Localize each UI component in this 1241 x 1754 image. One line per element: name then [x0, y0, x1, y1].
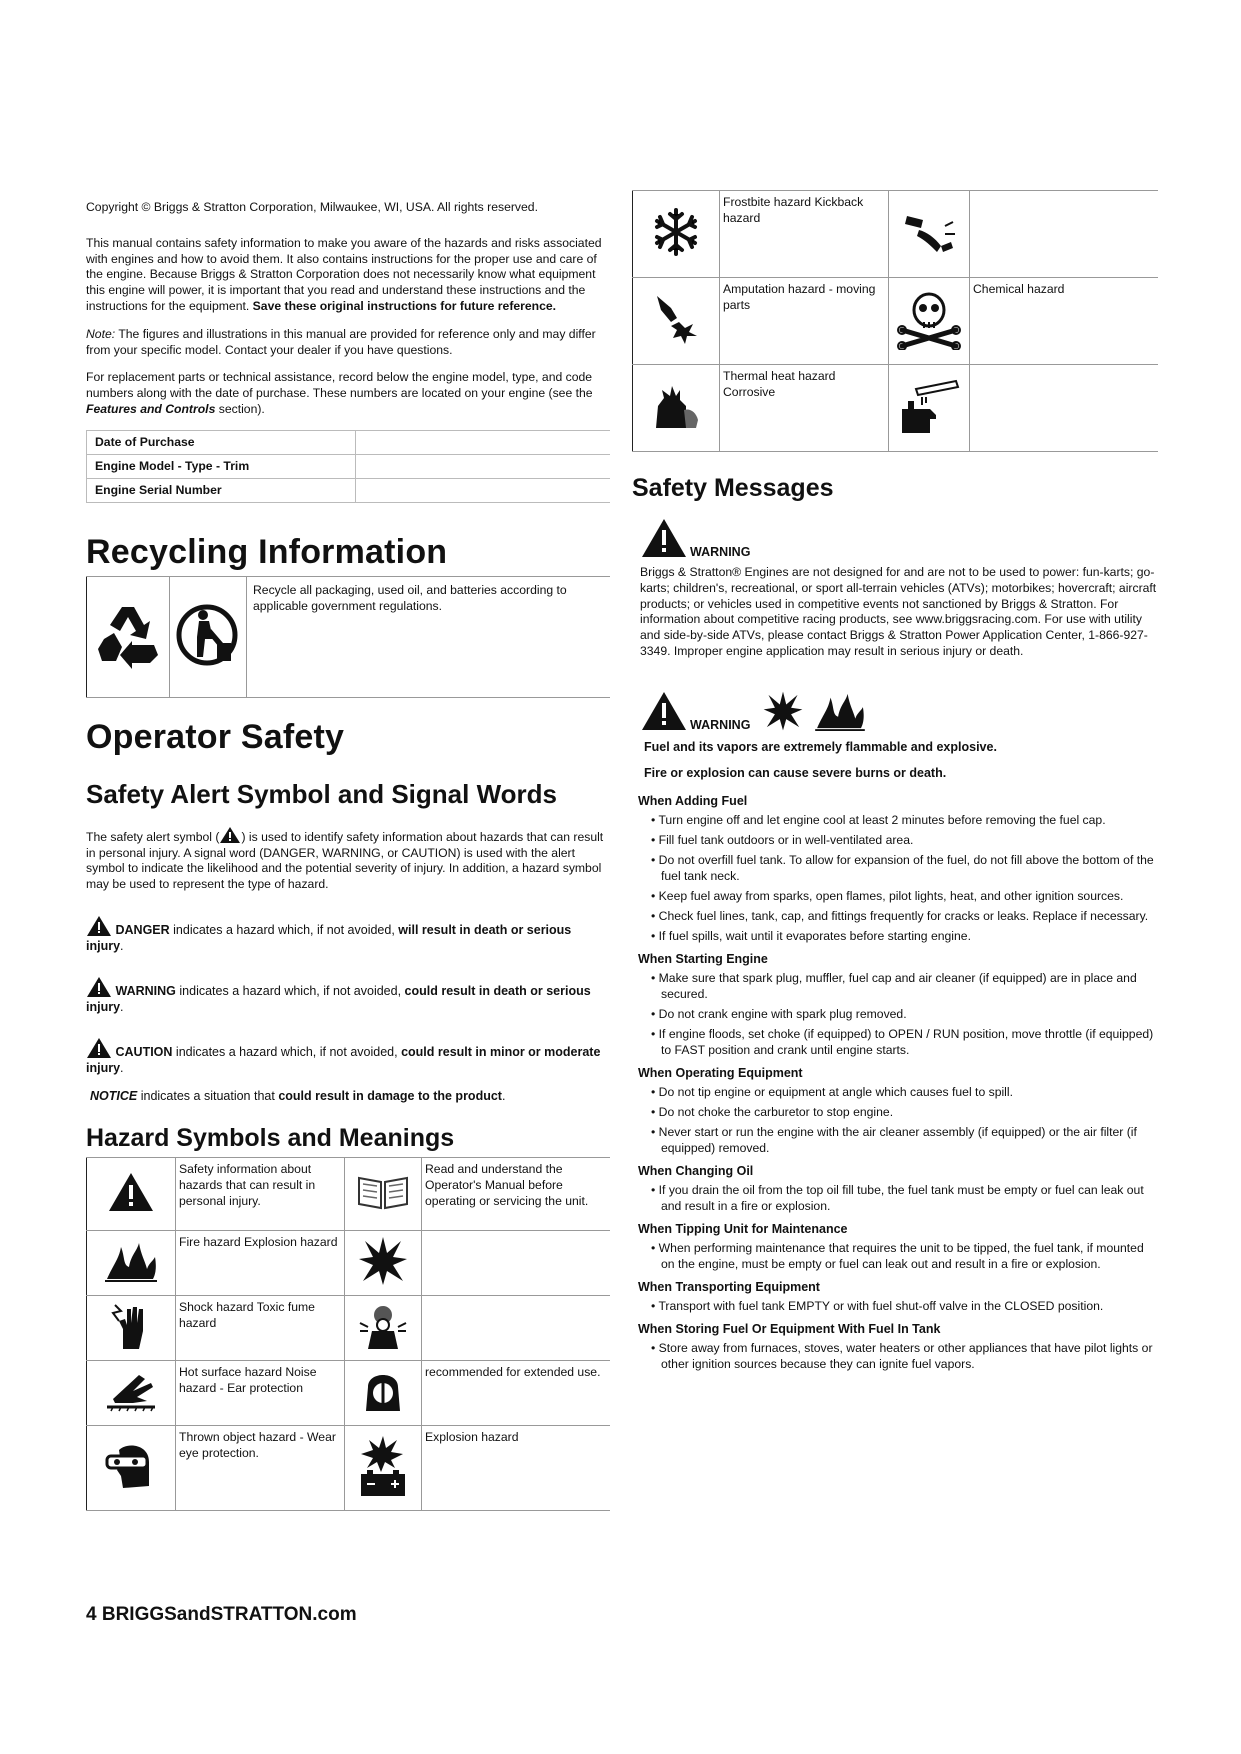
period: . [120, 938, 124, 953]
eye-protection-icon [87, 1425, 176, 1510]
dispose-properly-icon [170, 576, 247, 697]
list-item: • When performing maintenance that requires the unit to be tipped, the fuel tank, if mounted on the engine, must be empty or fuel can leak out and result in a fire or explosion. [638, 1240, 1158, 1272]
caution-word: CAUTION [115, 1044, 173, 1059]
hazard-meaning: recommended for extended use. [422, 1360, 611, 1425]
intro-paragraph [86, 236, 610, 315]
period: . [501, 1088, 506, 1103]
hazard-symbols-heading: Hazard Symbols and Meanings [86, 1123, 455, 1152]
hazard-meaning: Hot surface hazard Noise hazard - Ear protection [176, 1360, 345, 1425]
hazard-meaning: Thermal heat hazard Corrosive [720, 365, 889, 452]
table-row [87, 1157, 611, 1230]
note-text: The figures and illustrations in this manual are provided for reference only and may differ from your specific model. Contact your dealer if you have questions. [86, 326, 596, 357]
hazard-meaning: Frostbite hazard Kickback hazard [720, 191, 889, 278]
warning-triangle-icon [640, 517, 688, 559]
record-label: Date of Purchase [87, 430, 356, 454]
danger-bold: will result in death or serious injury [86, 922, 572, 953]
safety-messages-heading: Safety Messages [632, 474, 834, 502]
warning-block-1 [632, 517, 1158, 660]
signal-words-heading: Safety Alert Symbol and Signal Words [86, 778, 557, 809]
record-value-field[interactable] [356, 478, 611, 502]
table-row [87, 1230, 611, 1295]
recycle-icon [87, 576, 170, 697]
warning-triangle-icon [640, 690, 688, 732]
period: . [120, 999, 124, 1014]
instruction-list [638, 1298, 1158, 1314]
note-paragraph [86, 327, 610, 359]
notice-text: indicates a situation that [140, 1088, 275, 1103]
group-title: When Operating Equipment [638, 1065, 803, 1080]
table-row [87, 1360, 611, 1425]
recycling-text: Recycle all packaging, used oil, and batteries according to applicable government regulations. [247, 576, 611, 697]
instruction-list [638, 1340, 1158, 1372]
warning-bold: could result in death or serious injury [86, 983, 591, 1014]
period: . [120, 1060, 124, 1075]
group-title: When Storing Fuel Or Equipment With Fuel In Tank [638, 1321, 941, 1336]
corrosive-icon [889, 365, 970, 452]
notice-bold: could result in damage to the product [278, 1088, 502, 1103]
copyright: Copyright © Briggs & Stratton Corporation, Milwaukee, WI, USA. All rights reserved. [86, 200, 538, 214]
record-value-field[interactable] [356, 454, 611, 478]
list-item: • Make sure that spark plug, muffler, fuel cap and air cleaner (if equipped) are in place and secured. [638, 970, 1158, 1002]
list-item: • Check fuel lines, tank, cap, and fittings frequently for cracks or leaks. Replace if necessary. [638, 908, 1158, 924]
table-row [633, 278, 1159, 365]
record-value-field[interactable] [356, 430, 611, 454]
manual-book-icon [345, 1157, 422, 1230]
record-label: Engine Model - Type - Trim [87, 454, 356, 478]
safety-alert-icon [87, 1157, 176, 1230]
danger-text: indicates a hazard which, if not avoided, [173, 922, 395, 937]
alert-triangle-icon [86, 915, 112, 937]
fuel-warning-1: Fuel and its vapors are extremely flammable and explosive. [644, 739, 997, 754]
group-title: When Starting Engine [638, 951, 768, 966]
fuel-warning-2: Fire or explosion can cause severe burns or death. [644, 765, 947, 780]
ear-protection-icon [345, 1360, 422, 1425]
frostbite-icon [633, 191, 720, 278]
danger-definition [86, 915, 610, 954]
record-text: For replacement parts or technical assistance, record below the engine model, type, and code numbers along with the date of purchase. These numbers are located on your engine (see the [86, 370, 593, 401]
list-item: • If you drain the oil from the top oil fill tube, the fuel tank must be empty or fuel can leak out and result in a fire or explosion. [638, 1182, 1158, 1214]
alert-triangle-icon [86, 1037, 112, 1059]
kickback-icon [889, 191, 970, 278]
notice-word: NOTICE [90, 1088, 138, 1103]
alert-symbol-paragraph [86, 826, 610, 893]
hazard-meaning: Read and understand the Operator's Manual before operating or servicing the unit. [422, 1157, 611, 1230]
hazard-meaning: Fire hazard Explosion hazard [176, 1230, 345, 1295]
group-title: When Adding Fuel [638, 793, 748, 808]
alert-triangle-icon [219, 826, 241, 844]
explosion-icon [345, 1230, 422, 1295]
list-item: • Do not crank engine with spark plug removed. [638, 1006, 1158, 1022]
toxic-fume-icon [345, 1295, 422, 1360]
list-item: • Keep fuel away from sparks, open flames, pilot lights, heat, and other ignition sources. [638, 888, 1158, 904]
group-title: When Transporting Equipment [638, 1279, 820, 1294]
list-item: • Turn engine off and let engine cool at least 2 minutes before removing the fuel cap. [638, 812, 1158, 828]
amputation-icon [633, 278, 720, 365]
record-paragraph [86, 370, 610, 417]
chemical-skull-icon [889, 278, 970, 365]
hazard-symbols-table [86, 1157, 610, 1511]
table-row [633, 365, 1159, 452]
record-label: Engine Serial Number [87, 478, 356, 502]
list-item: • Do not tip engine or equipment at angle which causes fuel to spill. [638, 1084, 1158, 1100]
safety-instructions [632, 794, 1158, 1372]
warning-label: WARNING [690, 717, 751, 732]
notice-definition [86, 1088, 610, 1104]
table-row [87, 478, 611, 502]
left-column [86, 200, 610, 1511]
hazard-meaning: Chemical hazard [970, 278, 1159, 365]
intro-bold: Save these original instructions for future reference. [252, 298, 557, 313]
explosion-icon [762, 690, 804, 732]
list-item: • Do not overfill fuel tank. To allow for expansion of the fuel, do not fill above the bottom of the fuel tank neck. [638, 852, 1158, 884]
table-row [633, 191, 1159, 278]
hazard-meaning: Amputation hazard - moving parts [720, 278, 889, 365]
operator-safety-heading: Operator Safety [86, 717, 345, 756]
list-item: • If fuel spills, wait until it evaporates before starting engine. [638, 928, 1158, 944]
alert-text-b: ) is used to identify safety information about hazards that can result in personal injury. A signal word (DANGER, WARNING, or CAUTION) is used with the alert symbol to indicate the likelihood and the potential severity of injury. In addition, a hazard symbol may be used to represent the type of hazard. [86, 829, 604, 892]
warning-definition [86, 976, 610, 1015]
hazard-meaning [970, 191, 1159, 278]
hazard-meaning [422, 1295, 611, 1360]
hazard-symbols-table-continued [632, 190, 1158, 452]
hazard-meaning [970, 365, 1159, 452]
fire-icon [810, 690, 870, 732]
list-item: • Fill fuel tank outdoors or in well-ventilated area. [638, 832, 1158, 848]
record-text-end: section). [218, 401, 265, 416]
right-column [632, 190, 1158, 1380]
battery-explosion-icon [345, 1425, 422, 1510]
list-item: • Never start or run the engine with the air cleaner assembly (if equipped) or the air filter (if equipped) removed. [638, 1124, 1158, 1156]
hazard-meaning: Thrown object hazard - Wear eye protection. [176, 1425, 345, 1510]
warning-text: indicates a hazard which, if not avoided, [179, 983, 402, 998]
instruction-list [638, 970, 1158, 1058]
warning-text: Briggs & Stratton® Engines are not designed for and are not to be used to power: fun-karts; go-karts; children's, recreational, or sport all-terrain vehicles (ATVs); motorbikes; hovercraft; aircraft products; or vehicles used in competitive events not sanctioned by Briggs & Stratton. For information about competitive racing products, see www.briggsracing.com. For use with utility and side-by-side ATVs, please contact Briggs & Stratton Power Application Center, 1-866-927-3349. Improper engine application may result in serious injury or death. [640, 565, 1157, 658]
instruction-list [638, 1182, 1158, 1214]
list-item: • Store away from furnaces, stoves, water heaters or other appliances that have pilot lights or other ignition sources because they can ignite fuel vapors. [638, 1340, 1158, 1372]
shock-icon [87, 1295, 176, 1360]
intro-text: This manual contains safety information to make you aware of the hazards and risks associated with engines and how to avoid them. It also contains instructions for the proper use and care of the engine. Because Briggs & Stratton Corporation does not necessarily know what equipment this engine will power, it is important that you read and understand these instructions and the instructions for the equipment. [86, 235, 602, 313]
group-title: When Tipping Unit for Maintenance [638, 1221, 848, 1236]
warning-label: WARNING [690, 545, 751, 559]
thermal-heat-icon [633, 365, 720, 452]
table-row [87, 1295, 611, 1360]
warning-word: WARNING [115, 983, 176, 998]
note-label: Note: [86, 326, 116, 341]
record-table [86, 430, 610, 503]
table-row [87, 430, 611, 454]
hazard-meaning: Shock hazard Toxic fume hazard [176, 1295, 345, 1360]
danger-word: DANGER [115, 922, 170, 937]
hazard-meaning: Explosion hazard [422, 1425, 611, 1510]
instruction-list [638, 1084, 1158, 1156]
caution-definition [86, 1037, 610, 1076]
instruction-list [638, 812, 1158, 944]
list-item: • If engine floods, set choke (if equipped) to OPEN / RUN position, move throttle (if equipped) to FAST position and crank until engine starts. [638, 1026, 1158, 1058]
caution-text: indicates a hazard which, if not avoided, [175, 1044, 398, 1059]
recycling-table [86, 576, 610, 698]
list-item: • Transport with fuel tank EMPTY or with fuel shut-off valve in the CLOSED position. [638, 1298, 1158, 1314]
group-title: When Changing Oil [638, 1163, 754, 1178]
recycling-heading: Recycling Information [86, 532, 448, 571]
hot-surface-icon [87, 1360, 176, 1425]
alert-triangle-icon [86, 976, 112, 998]
warning-block-2 [632, 690, 1158, 780]
table-row [87, 1425, 611, 1510]
instruction-list [638, 1240, 1158, 1272]
features-ref: Features and Controls [86, 401, 216, 416]
list-item: • Do not choke the carburetor to stop engine. [638, 1104, 1158, 1120]
fire-icon [87, 1230, 176, 1295]
table-row [87, 454, 611, 478]
hazard-meaning: Safety information about hazards that can result in personal injury. [176, 1157, 345, 1230]
alert-text-a: The safety alert symbol ( [86, 829, 220, 844]
page-footer: 4 BRIGGSandSTRATTON.com [86, 1604, 357, 1625]
hazard-meaning [422, 1230, 611, 1295]
caution-bold: could result in minor or moderate injury [86, 1044, 601, 1075]
